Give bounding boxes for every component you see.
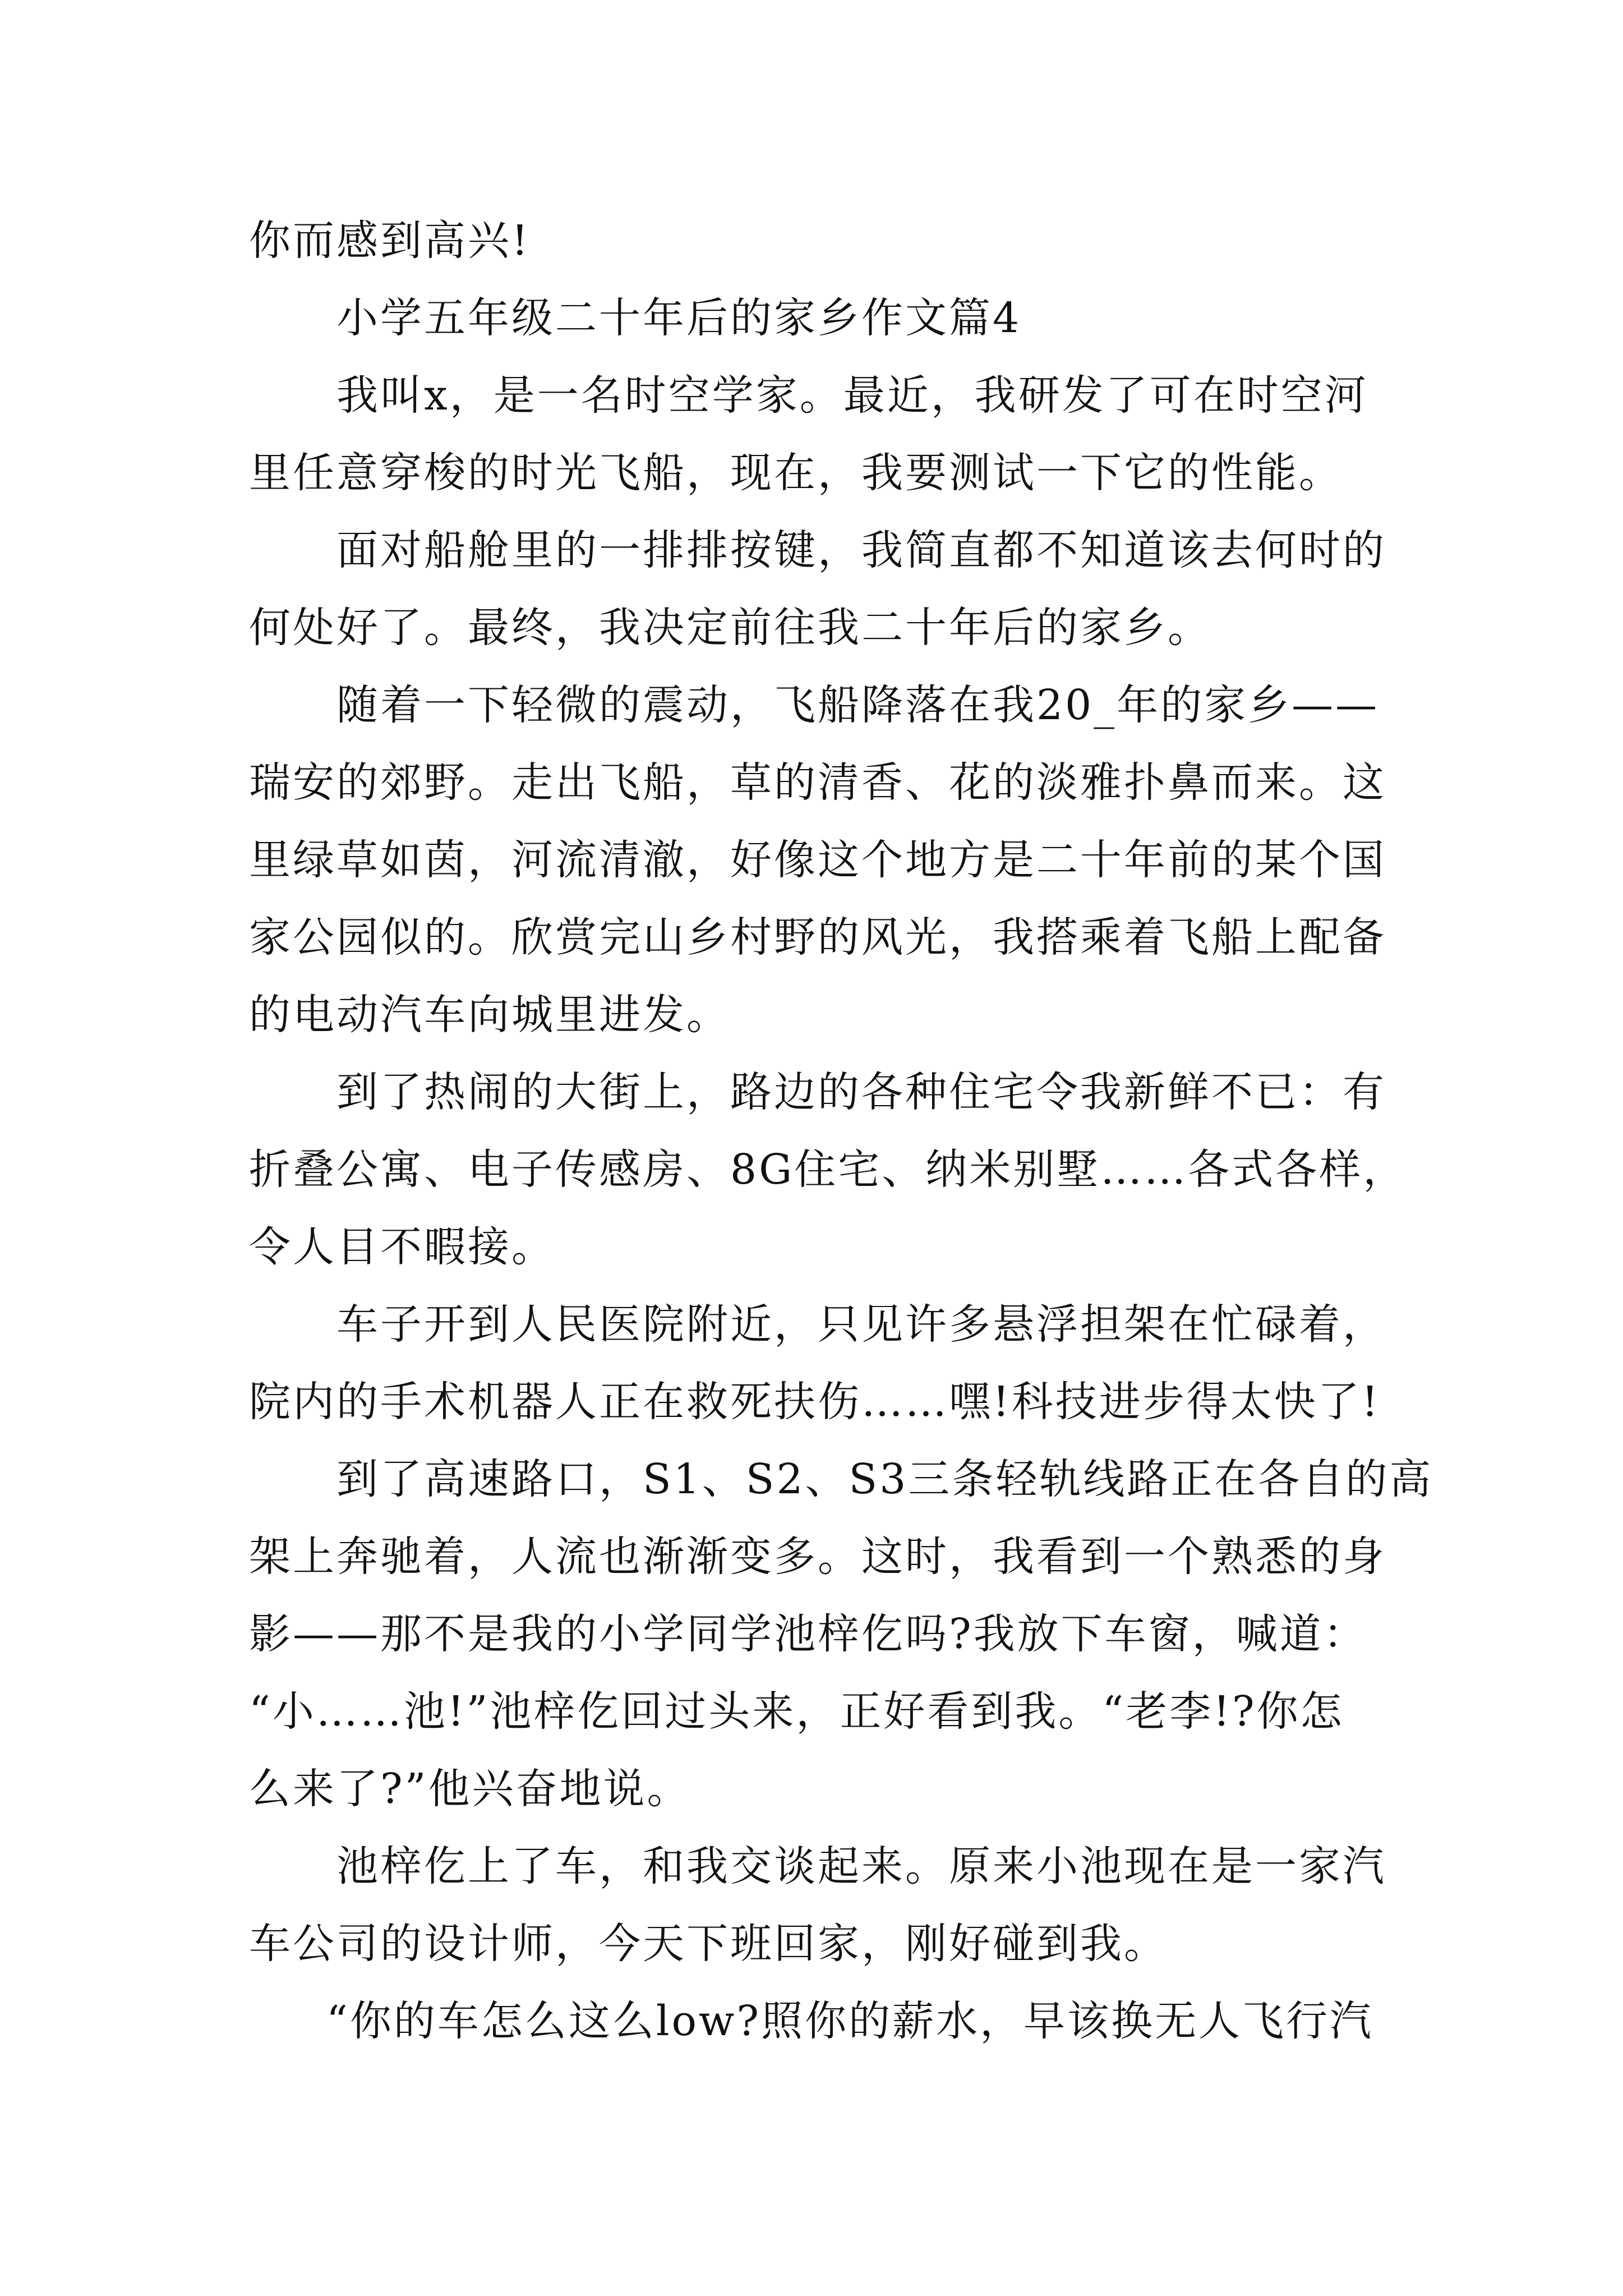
paragraph-6-line-1: 到了高速路口，S1、S2、S3三条轻轨线路正在各自的高 <box>336 1455 1433 1503</box>
paragraph-3-line-1: 随着一下轻微的震动，飞船降落在我20_年的家乡—— <box>336 681 1380 729</box>
paragraph-3-line-4: 家公园似的。欣赏完山乡村野的风光，我搭乘着飞船上配备 <box>249 913 1386 961</box>
paragraph-6-line-3: 影——那不是我的小学同学池梓仡吗?我放下车窗，喊道： <box>249 1610 1367 1658</box>
paragraph-7-line-1: 池梓仡上了车，和我交谈起来。原来小池现在是一家汽 <box>336 1842 1386 1890</box>
paragraph-1-line-1: 我叫x，是一名时空学家。最近，我研发了可在时空河 <box>336 371 1368 420</box>
paragraph-6-line-4: “小……池!”池梓仡回过头来，正好看到我。“老李!?你怎 <box>249 1687 1344 1736</box>
section-heading: 小学五年级二十年后的家乡作文篇4 <box>336 294 1022 342</box>
paragraph-6-line-5: 么来了?”他兴奋地说。 <box>249 1765 691 1813</box>
paragraph-5-line-2: 院内的手术机器人正在救死扶伤……嘿!科技进步得太快了! <box>249 1378 1381 1426</box>
paragraph-2-line-1: 面对船舱里的一排排按键，我简直都不知道该去何时的 <box>336 526 1386 574</box>
paragraph-2-line-2: 何处好了。最终，我决定前往我二十年后的家乡。 <box>249 604 1211 652</box>
paragraph-4-line-1: 到了热闹的大街上，路边的各种住宅令我新鲜不已：有 <box>336 1068 1386 1116</box>
paragraph-5-line-1: 车子开到人民医院附近，只见许多悬浮担架在忙碌着， <box>336 1300 1386 1349</box>
paragraph-3-line-2: 瑞安的郊野。走出飞船，草的清香、花的淡雅扑鼻而来。这 <box>249 758 1386 807</box>
paragraph-3-line-5: 的电动汽车向城里进发。 <box>249 991 730 1039</box>
paragraph-4-line-2: 折叠公寓、电子传感房、8G住宅、纳米别墅……各式各样， <box>249 1145 1407 1194</box>
paragraph-4-line-3: 令人目不暇接。 <box>249 1223 555 1271</box>
paragraph-1-line-2: 里任意穿梭的时光飞船，现在，我要测试一下它的性能。 <box>249 449 1343 497</box>
paragraph-7-line-2: 车公司的设计师，今天下班回家，刚好碰到我。 <box>249 1920 1168 1968</box>
paragraph-6-line-2: 架上奔驰着，人流也渐渐变多。这时，我看到一个熟悉的身 <box>249 1533 1386 1581</box>
text-line-1: 你而感到高兴! <box>249 217 531 265</box>
paragraph-3-line-3: 里绿草如茵，河流清澈，好像这个地方是二十年前的某个国 <box>249 836 1386 884</box>
paragraph-8-line-1: “你的车怎么这么low?照你的薪水，早该换无人飞行汽 <box>326 1997 1374 2045</box>
